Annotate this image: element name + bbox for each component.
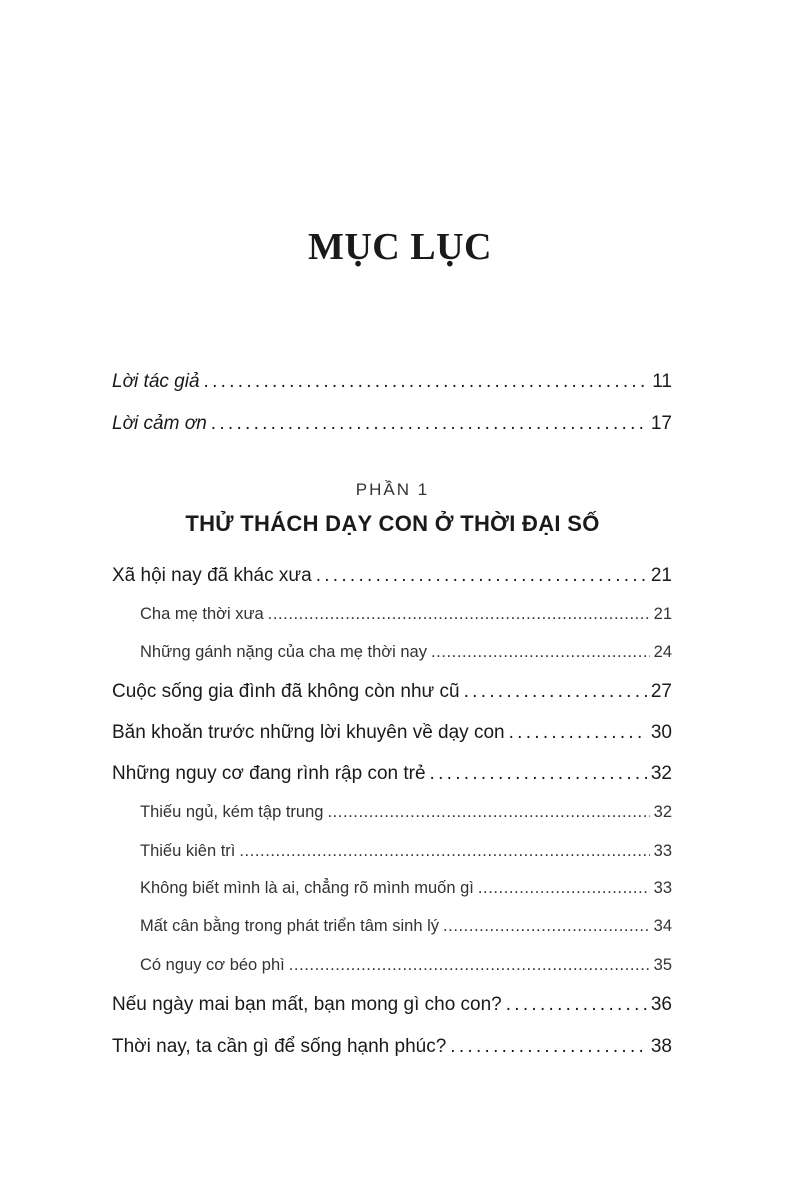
dot-leader — [268, 602, 650, 626]
toc-entry-page: 32 — [650, 763, 672, 784]
dot-leader — [431, 640, 650, 664]
toc-entry-page: 33 — [653, 842, 672, 860]
dot-leader — [289, 953, 650, 977]
dot-leader — [509, 719, 647, 747]
toc-entry-label: Có nguy cơ béo phì — [140, 956, 285, 974]
dot-leader — [211, 410, 647, 438]
toc-section — [140, 876, 672, 900]
toc-entry-label: Những gánh nặng của cha mẹ thời nay — [140, 643, 427, 661]
toc-entry-label: Thời nay, ta cần gì để sống hạnh phúc? — [112, 1036, 447, 1057]
toc-chapter — [112, 562, 672, 590]
dot-leader — [464, 678, 647, 706]
part-title: THỬ THÁCH DẠY CON Ở THỜI ĐẠI SỐ — [185, 511, 600, 536]
toc-entry-page: 21 — [653, 605, 672, 623]
toc-entry-label: Lời tác giả — [112, 371, 200, 392]
toc-entry-page: 21 — [650, 565, 672, 586]
dot-leader — [430, 760, 647, 788]
toc-section — [140, 800, 672, 824]
toc-entry-label: Băn khoăn trước những lời khuyên về dạy con — [112, 722, 505, 743]
toc-chapter — [112, 760, 672, 788]
toc-entry-page: 38 — [650, 1036, 672, 1057]
page-title: MỤC LỤC — [308, 226, 492, 268]
toc-entry-label: Những nguy cơ đang rình rập con trẻ — [112, 763, 426, 784]
toc-entry-page: 27 — [650, 681, 672, 702]
toc-entry-label: Cuộc sống gia đình đã không còn như cũ — [112, 681, 460, 702]
dot-leader — [239, 839, 649, 863]
toc-entry-page: 36 — [650, 994, 672, 1015]
toc-entry-label: Cha mẹ thời xưa — [140, 605, 264, 623]
part-label: PHẦN 1 — [355, 480, 430, 499]
toc-entry-page: 11 — [652, 371, 672, 392]
dot-leader — [506, 991, 647, 1019]
toc-entry-label: Lời cảm ơn — [112, 413, 207, 434]
toc-entry-page: 33 — [653, 879, 672, 897]
toc-entry-label: Không biết mình là ai, chẳng rõ mình muốn gì — [140, 879, 474, 897]
dot-leader — [204, 368, 649, 396]
toc-entry-page: 35 — [653, 956, 672, 974]
toc-section — [140, 914, 672, 938]
toc-entry-page: 24 — [653, 643, 672, 661]
toc-entry-label: Xã hội nay đã khác xưa — [112, 565, 312, 586]
toc-chapter — [112, 678, 672, 706]
toc-chapter — [112, 719, 672, 747]
toc-entry-page: 17 — [650, 413, 672, 434]
toc-section — [140, 640, 672, 664]
dot-leader — [327, 800, 649, 824]
dot-leader — [443, 914, 650, 938]
toc-entry-page: 32 — [653, 803, 672, 821]
toc-chapter — [112, 1033, 672, 1061]
toc-section — [140, 602, 672, 626]
toc-section — [140, 953, 672, 977]
toc-entry-author-note — [112, 368, 672, 396]
toc-entry-label: Thiếu kiên trì — [140, 842, 236, 860]
toc-entry-page: 30 — [650, 722, 672, 743]
toc-section — [140, 839, 672, 863]
toc-entry-label: Thiếu ngủ, kém tập trung — [140, 803, 324, 821]
toc-entry-acknowledgements — [112, 410, 672, 438]
toc-entry-label: Nếu ngày mai bạn mất, bạn mong gì cho con? — [112, 994, 502, 1015]
toc-entry-label: Mất cân bằng trong phát triển tâm sinh lý — [140, 917, 439, 935]
dot-leader — [316, 562, 647, 590]
toc-entry-page: 34 — [653, 917, 672, 935]
dot-leader — [450, 1033, 647, 1061]
toc-chapter — [112, 991, 672, 1019]
dot-leader — [478, 876, 650, 900]
